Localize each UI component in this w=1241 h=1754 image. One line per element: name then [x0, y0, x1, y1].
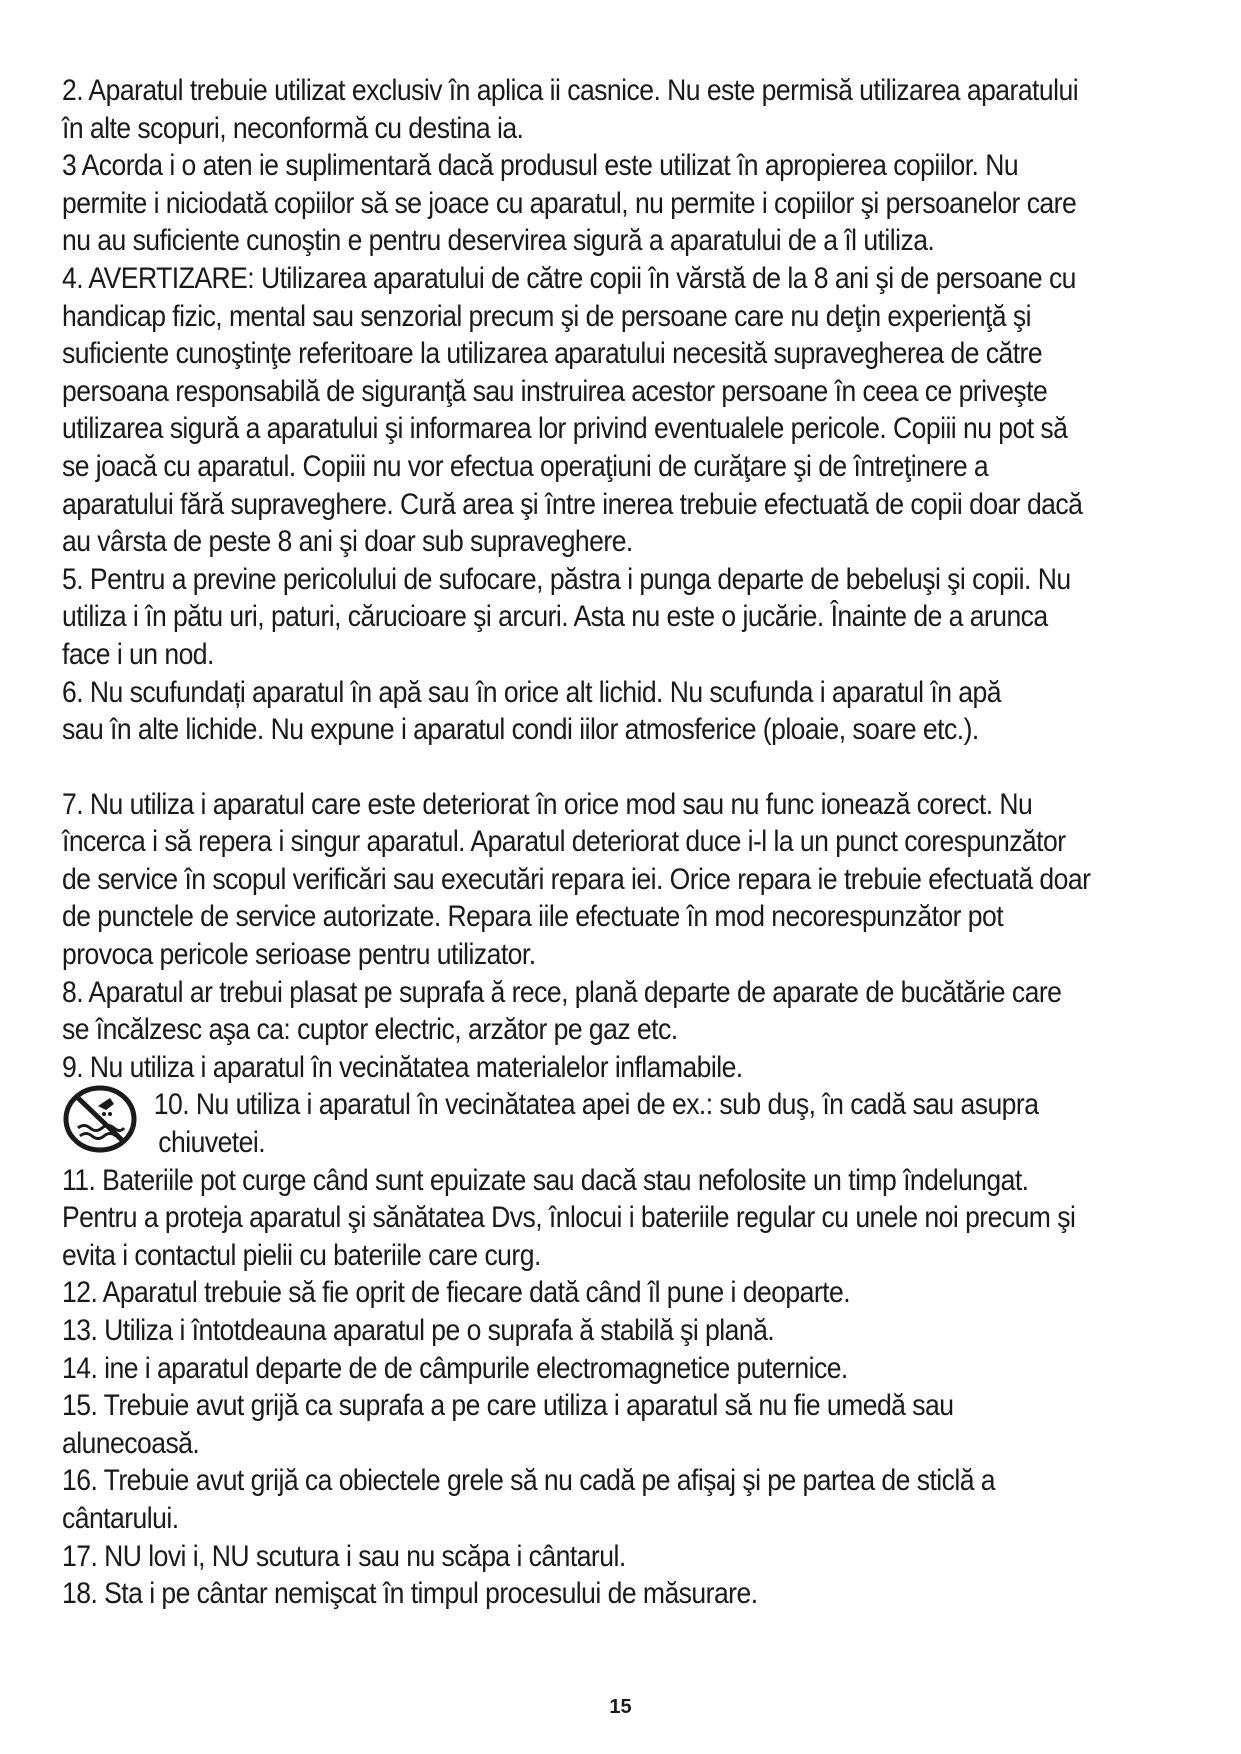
text-line: evita i contactul pielii cu bateriile care curg.	[62, 1238, 541, 1272]
text-line: aparatului fără supraveghere. Cură area şi între inerea trebuie efectuată de copii doar dacă	[62, 487, 1083, 521]
text-line: 5. Pentru a previne pericolului de sufocare, păstra i punga departe de bebeluşi şi copii. Nu	[62, 562, 1071, 596]
text-line: nu au suficiente cunoştin e pentru deservirea sigură a aparatului de a îl utiliza.	[62, 224, 935, 258]
text-line: 3 Acorda i o aten ie suplimentară dacă produsul este utilizat în apropierea copiilor. Nu	[62, 149, 1019, 183]
page-number: 15	[609, 1696, 632, 1718]
text-line: 14. ine i aparatul departe de de câmpurile electromagnetice puternice.	[62, 1351, 848, 1385]
text-line: 7. Nu utiliza i aparatul care este deteriorat în orice mod sau nu func ionează corect. Nu	[62, 787, 1033, 821]
text-line: face i un nod.	[62, 637, 214, 671]
text-line: persoana responsabilă de siguranţă sau instruirea acestor persoane în ceea ce priveşte	[62, 374, 1048, 408]
text-line: 16. Trebuie avut grijă ca obiectele grele să nu cadă pe afişaj şi pe partea de sticlă a	[62, 1464, 996, 1498]
text-line: au vârsta de peste 8 ani şi doar sub supraveghere.	[62, 525, 633, 559]
text-line: handicap fizic, mental sau senzorial precum şi de persoane care nu deţin experienţă şi	[62, 299, 1031, 333]
text-line: se încălzesc aşa ca: cuptor electric, arzător pe gaz etc.	[62, 1013, 678, 1047]
text-line: suficiente cunoştinţe referitoare la utilizarea aparatului necesită supravegherea de către	[62, 337, 1043, 371]
paragraph-block-3	[62, 1162, 1192, 1613]
text-line: 18. Sta i pe cântar nemişcat în timpul procesului de măsurare.	[62, 1577, 758, 1611]
text-line: utilizarea sigură a aparatului şi informarea lor privind eventualele pericole. Copiii nu pot să	[62, 412, 1068, 446]
text-line: 2. Aparatul trebuie utilizat exclusiv în aplica ii casnice. Nu este permisă utilizarea aparatului	[62, 74, 1079, 107]
document-page	[62, 72, 1192, 1613]
text-line: Pentru a proteja aparatul şi sănătatea Dvs, înlocui i bateriile regular cu unele noi precum şi	[62, 1201, 1076, 1235]
text-line: 13. Utiliza i întotdeauna aparatul pe o suprafa ă stabilă şi plană.	[62, 1314, 775, 1347]
text-line: 12. Aparatul trebuie să fie oprit de fiecare dată când îl pune i deoparte.	[62, 1276, 851, 1310]
text-line: încerca i să repera i singur aparatul. Aparatul deteriorat duce i-l la un punct corespunzător	[62, 825, 1066, 859]
text-line: 8. Aparatul ar trebui plasat pe suprafa ă rece, plană departe de aparate de bucătărie care	[62, 975, 1062, 1009]
text-line: în alte scopuri, neconformă cu destina ia.	[62, 111, 524, 145]
text-line: 10. Nu utiliza i aparatul în vecinătatea apei de ex.: sub duş, în cadă sau asupra	[153, 1088, 1039, 1122]
text-line: 15. Trebuie avut grijă ca suprafa a pe care utiliza i aparatul să nu fie umedă sau	[62, 1389, 954, 1423]
paragraph-gap	[62, 749, 1192, 786]
text-line: sau în alte lichide. Nu expune i aparatul condi iilor atmosferice (ploaie, soare etc.).	[62, 713, 979, 747]
text-line: provoca pericole serioase pentru utilizator.	[62, 938, 536, 972]
text-line: permite i niciodată copiilor să se joace cu aparatul, nu permite i copiilor şi persoanelor care	[62, 186, 1077, 220]
text-line: alunecoasă.	[62, 1426, 200, 1460]
text-line: se joacă cu aparatul. Copiii nu vor efectua operaţiuni de curăţare şi de întreţinere a	[62, 449, 989, 483]
item-10-with-icon	[62, 1086, 1192, 1161]
text-line: 9. Nu utiliza i aparatul în vecinătatea materialelor inflamabile.	[62, 1050, 743, 1084]
text-line: cântarului.	[62, 1501, 179, 1535]
text-line: 6. Nu scufundați aparatul în apă sau în orice alt lichid. Nu scufunda i aparatul în apă	[62, 675, 1001, 709]
text-line: de service în scopul verificări sau executări repara iei. Orice repara ie trebuie efectuată doar	[62, 862, 1091, 896]
text-line: 17. NU lovi i, NU scutura i sau nu scăpa i cântarul.	[62, 1539, 626, 1573]
text-line: utiliza i în pătu uri, paturi, cărucioare şi arcuri. Asta nu este o jucărie. Înainte de a arunca	[62, 600, 1048, 634]
text-line: 4. AVERTIZARE: Utilizarea aparatului de către copii în vărstă de la 8 ani şi de persoane cu	[62, 261, 1076, 295]
text-line: de punctele de service autorizate. Repara iile efectuate în mod necorespunzător pot	[62, 900, 1004, 934]
text-line: 11. Bateriile pot curge când sunt epuizate sau dacă stau nefolosite un timp îndelungat.	[62, 1163, 1029, 1197]
text-line: chiuvetei.	[158, 1126, 266, 1160]
paragraph-block-1	[62, 72, 1192, 749]
paragraph-block-2	[62, 786, 1192, 1087]
